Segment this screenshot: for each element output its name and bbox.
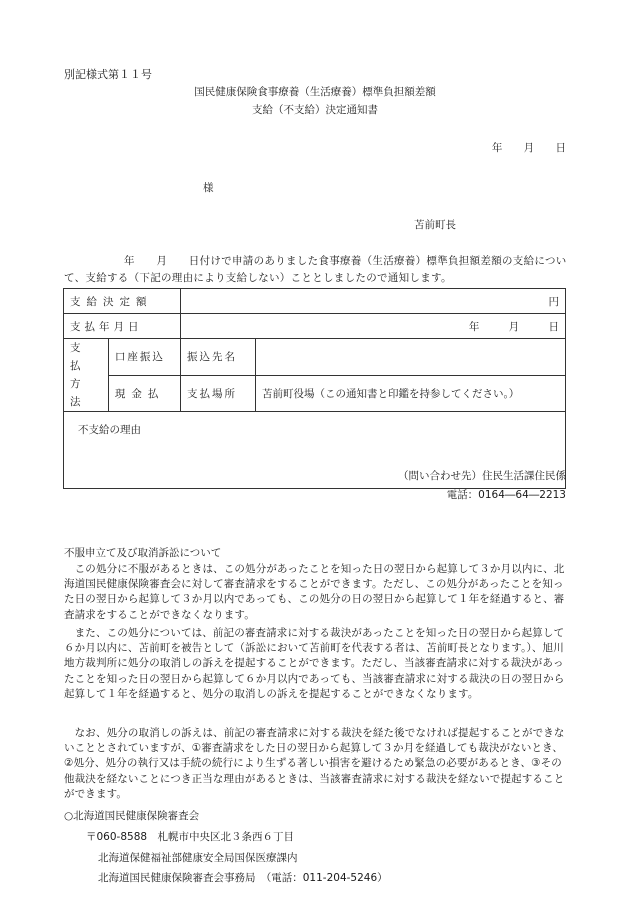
payment-date-row (64, 314, 566, 339)
phone-number: 電話：0164―64―2213 (446, 489, 566, 501)
amount-unit: 円 (181, 289, 566, 314)
cash-label: 現金払 (108, 375, 180, 412)
date-month-label: 月 (523, 142, 535, 154)
date-year-label: 年 (491, 142, 503, 154)
cash-place-value: 苫前町役場（この通知書と印鑑を持参してください。） (256, 375, 566, 412)
payment-year-label: 年 (468, 320, 480, 333)
issue-date (474, 140, 566, 155)
addressee-suffix: 様 (203, 182, 214, 194)
method-label: 支払方法 (64, 339, 109, 412)
intro-text-body: 年 月 日付けで申請のありました食事療養（生活療養）標準負担額差額の支給について、支給する（下記の理由により支給しない）こととしましたので通知します。 (64, 255, 567, 284)
issuer: 苫前町長 (414, 219, 456, 231)
bank-row (64, 339, 566, 376)
bank-destination-label: 振込先名 (181, 339, 256, 376)
payment-month-label: 月 (508, 320, 520, 333)
council-address: 〒060-8588 札幌市中央区北３条西６丁目 (86, 831, 295, 843)
bank-destination-value (256, 339, 566, 376)
bank-transfer-label: 口座振込 (108, 339, 180, 376)
reason-label: 不支給の理由 (64, 412, 566, 489)
appeal-paragraph-1: この処分に不服があるときは、この処分があったことを知った日の翌日から起算して３か月以内に、北海道国民健康保険審査会に対して審査請求をすることができます。ただし、この処分があったことを知った日の翌日から起算して３か月以内であっても、この処分の日の翌日から起算して１年を経過すると、審査請求をすることができなくなります。 (64, 563, 565, 621)
document-title-line2: 支給（不支給）決定通知書 (252, 104, 378, 116)
payment-date-units (181, 314, 566, 339)
payment-day-label: 日 (548, 320, 559, 333)
form-number: 別記様式第１１号 (64, 68, 152, 81)
decision-table (63, 288, 566, 489)
document-title-line1: 国民健康保険食事療養（生活療養）標準負担額差額 (194, 86, 436, 98)
council-office: 北海道国民健康保険審査会事務局 （電話：011-204-5246） (98, 872, 388, 884)
amount-row (64, 289, 566, 314)
appeal-paragraph-3: なお、処分の取消しの訴えは、前記の審査請求に対する裁決を経た後でなければ提起することができないこととされていますが、①審査請求をした日の翌日から起算して３か月を経過しても裁決がないとき、②処分、処分の執行又は手続の続行により生ずる著しい損害を避けるため緊急の必要があるとき、③その他裁決を経ないことにつき正当な理由があるときは、当該審査請求に対する裁決を経ないで提起することができます。 (64, 727, 565, 800)
cash-place-label: 支払場所 (181, 375, 256, 412)
council-name: ○北海道国民健康保険審査会 (64, 810, 200, 822)
cash-row (64, 375, 566, 412)
payment-date-label: 支払年月日 (64, 314, 181, 339)
contact-info: （問い合わせ先）住民生活課住民係 (398, 470, 566, 482)
council-department: 北海道保健福祉部健康安全局国保医療課内 (98, 852, 298, 864)
intro-text (64, 253, 569, 287)
amount-label: 支給決定額 (64, 289, 181, 314)
appeal-paragraph-2: また、この処分については、前記の審査請求に対する裁決があったことを知った日の翌日から起算して６か月以内に、苫前町を被告として（訴訟において苫前町を代表する者は、苫前町長となります。）、旭川地方裁判所に処分の取消しの訴えを提起することができます。ただし、当該審査請求に対する裁決があったことを知った日の翌日から起算して６か月以内であっても、当該審査請求に対する裁決の日の翌日から起算して１年を経過すると、処分の取消しの訴えを提起することができなくなります。 (64, 627, 565, 700)
appeal-section-title: 不服申立て及び取消訴訟について (64, 547, 222, 559)
date-day-label: 日 (555, 142, 566, 154)
